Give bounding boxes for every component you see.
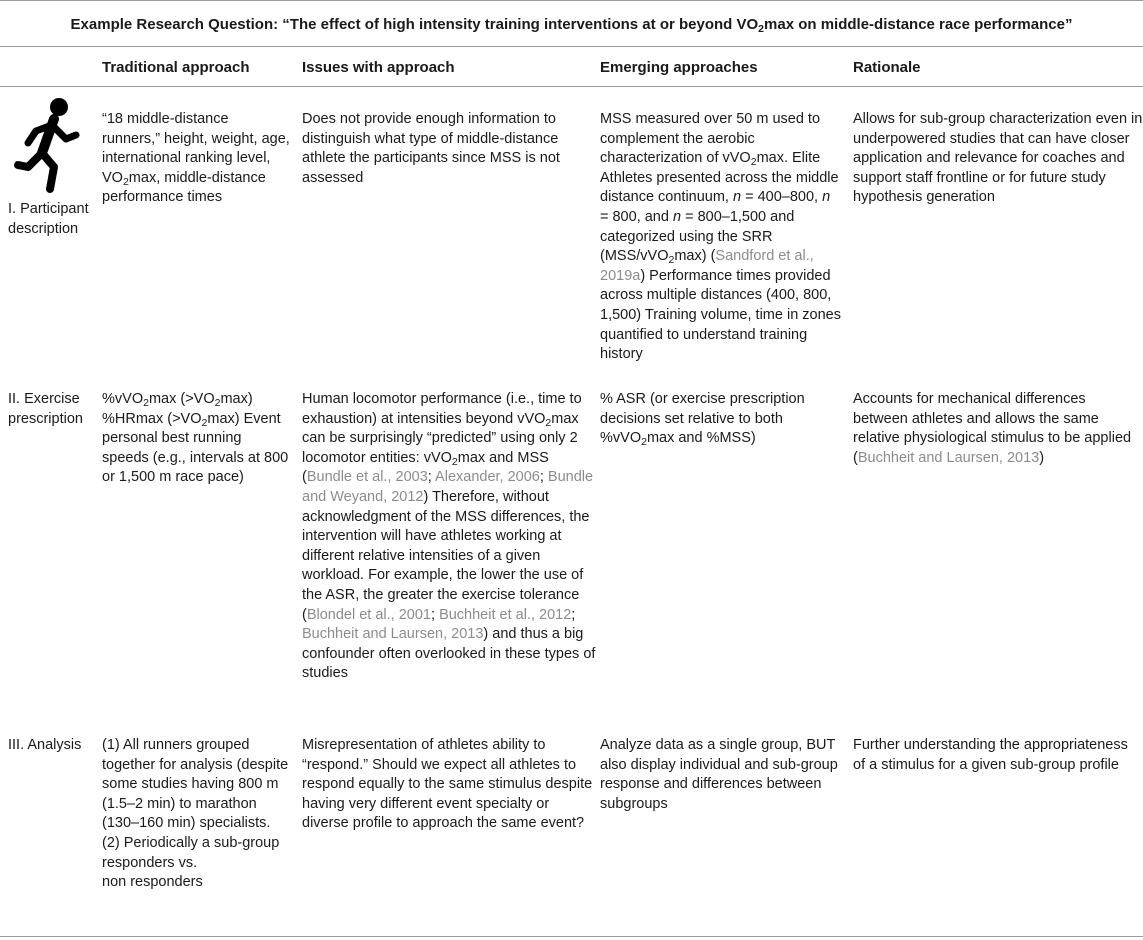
text: = 800–1,500 and categorized using the SRR (MSS/vVO	[600, 208, 795, 265]
text: Human locomotor performance (i.e., time to exhaustion) at intensities beyond vVO	[302, 391, 582, 427]
header-issues: Issues with approach	[302, 59, 455, 76]
citation-link[interactable]: Alexander, 2006	[435, 469, 540, 486]
cell-exercise-rationale	[853, 390, 1143, 468]
text: max and MSS (	[302, 449, 549, 486]
citation-link[interactable]: Bundle and Weyand, 2012	[302, 469, 594, 505]
caption-subscript: 2	[758, 23, 765, 35]
text: (1) All runners grouped together for analysis (despite some studies having 800 m (1.5–2 min) to marathon (130–160 min) specialists.	[102, 737, 289, 832]
table-top-rule	[0, 0, 1143, 1]
header-rationale: Rationale	[853, 59, 921, 76]
header-traditional: Traditional approach	[102, 59, 250, 76]
text: ;	[431, 606, 440, 623]
text: (2) Periodically a sub-group responders vs.	[102, 834, 280, 871]
italic-n: n	[733, 189, 742, 206]
text: max, middle-distance performance times	[102, 169, 266, 206]
text: % ASR (or exercise prescription decisions set relative to both %vVO	[600, 391, 805, 447]
text: ;	[427, 469, 436, 486]
text: ;	[539, 469, 548, 486]
subscript: 2	[668, 254, 675, 267]
subscript: 2	[201, 416, 208, 429]
table-bottom-rule	[0, 936, 1143, 937]
text: )	[1039, 449, 1045, 466]
text: max) %HRmax (>VO	[102, 391, 253, 427]
row-label-exercise: II. Exercise prescription	[8, 391, 83, 427]
cell-exercise-traditional	[102, 390, 290, 488]
citation-link[interactable]: Bundle et al., 2003	[306, 469, 428, 486]
cell-analysis-traditional	[102, 736, 290, 893]
text: ) Therefore, without acknowledgment of the MSS differences, the intervention will have athletes working at different relative intensities of a given workload. For example, the lower the use of the ASR, the greater the exercise tolerance (	[302, 488, 590, 623]
subscript: 2	[451, 455, 458, 468]
italic-n: n	[822, 189, 831, 206]
row-label-analysis: III. Analysis	[8, 737, 82, 753]
text: max can be surprisingly “predicted” using only 2 locomotor entities: vVO	[302, 410, 579, 466]
text: max and %MSS)	[646, 430, 756, 447]
text: max (>VO	[148, 391, 215, 407]
text: max. Elite Athletes presented across the middle distance continuum,	[600, 150, 839, 206]
subscript: 2	[122, 175, 129, 188]
text: ) and thus a big confounder often overlooked in these types of studies	[302, 626, 596, 682]
cell-participant-traditional	[102, 110, 290, 208]
row-label-participant: I. Participant description	[8, 201, 89, 237]
cell-participant-rationale: Allows for sub-group characterization even in underpowered studies that can have closer application and relevance for coaches and support staff frontline or for future study hypothesis generation	[853, 111, 1143, 206]
cell-exercise-issues	[302, 390, 598, 684]
running-person-icon	[14, 95, 84, 195]
italic-n: n	[672, 208, 682, 225]
subscript: 2	[214, 397, 221, 409]
text: = 800, and	[600, 208, 673, 225]
text: max) Event personal best running speeds (e.g., intervals at 800 or 1,500 m race pace)	[102, 410, 289, 486]
cell-analysis-emerging: Analyze data as a single group, BUT also display individual and sub-group response and differences between subgroups	[600, 737, 838, 812]
citation-link[interactable]: Buchheit and Laursen, 2013	[857, 449, 1040, 466]
table-caption	[0, 16, 1143, 34]
text: Accounts for mechanical differences between athletes and allows the same relative physiological stimulus to be applied (	[853, 391, 1132, 466]
text: ) Performance times provided across multiple distances (400, 800, 1,500) Training volume, time in zones quantified to understand training history	[600, 267, 841, 363]
text: %vVO	[102, 391, 144, 407]
cell-analysis-rationale: Further understanding the appropriateness of a stimulus for a given sub-group profile	[853, 737, 1128, 773]
caption-text-2: max on middle-distance race performance”	[764, 16, 1073, 33]
header-rule	[0, 86, 1143, 87]
text: “18 middle-distance runners,” height, weight, age, international ranking level, VO	[102, 111, 290, 186]
subscript: 2	[750, 156, 757, 169]
caption-rule	[0, 46, 1143, 47]
cell-participant-issues: Does not provide enough information to distinguish what type of middle-distance athlete the participants since MSS is not assessed	[302, 111, 560, 186]
citation-link[interactable]: Sandford et al., 2019a	[600, 248, 814, 284]
header-emerging: Emerging approaches	[600, 59, 758, 76]
cell-exercise-emerging	[600, 390, 842, 449]
cell-analysis-issues: Misrepresentation of athletes ability to “respond.” Should we expect all athletes to respond equally to the same stimulus despite having very different event specialty or diverse profile to approach the same event?	[302, 737, 593, 832]
citation-link[interactable]: Buchheit and Laursen, 2013	[302, 626, 484, 643]
text: = 400–800,	[741, 189, 823, 206]
caption-text-1: Example Research Question: “The effect of high intensity training interventions at or beyond VO	[70, 16, 759, 33]
text: ;	[571, 606, 576, 623]
text: MSS measured over 50 m used to complement the aerobic characterization of vVO	[600, 111, 821, 167]
cell-participant-emerging	[600, 110, 842, 365]
text: max) (	[674, 248, 716, 265]
subscript: 2	[143, 397, 149, 409]
subscript: 2	[545, 416, 552, 429]
subscript: 2	[641, 436, 647, 449]
citation-link[interactable]: Blondel et al., 2001	[306, 606, 431, 623]
text: non responders	[102, 874, 203, 891]
citation-link[interactable]: Buchheit et al., 2012	[439, 606, 572, 623]
